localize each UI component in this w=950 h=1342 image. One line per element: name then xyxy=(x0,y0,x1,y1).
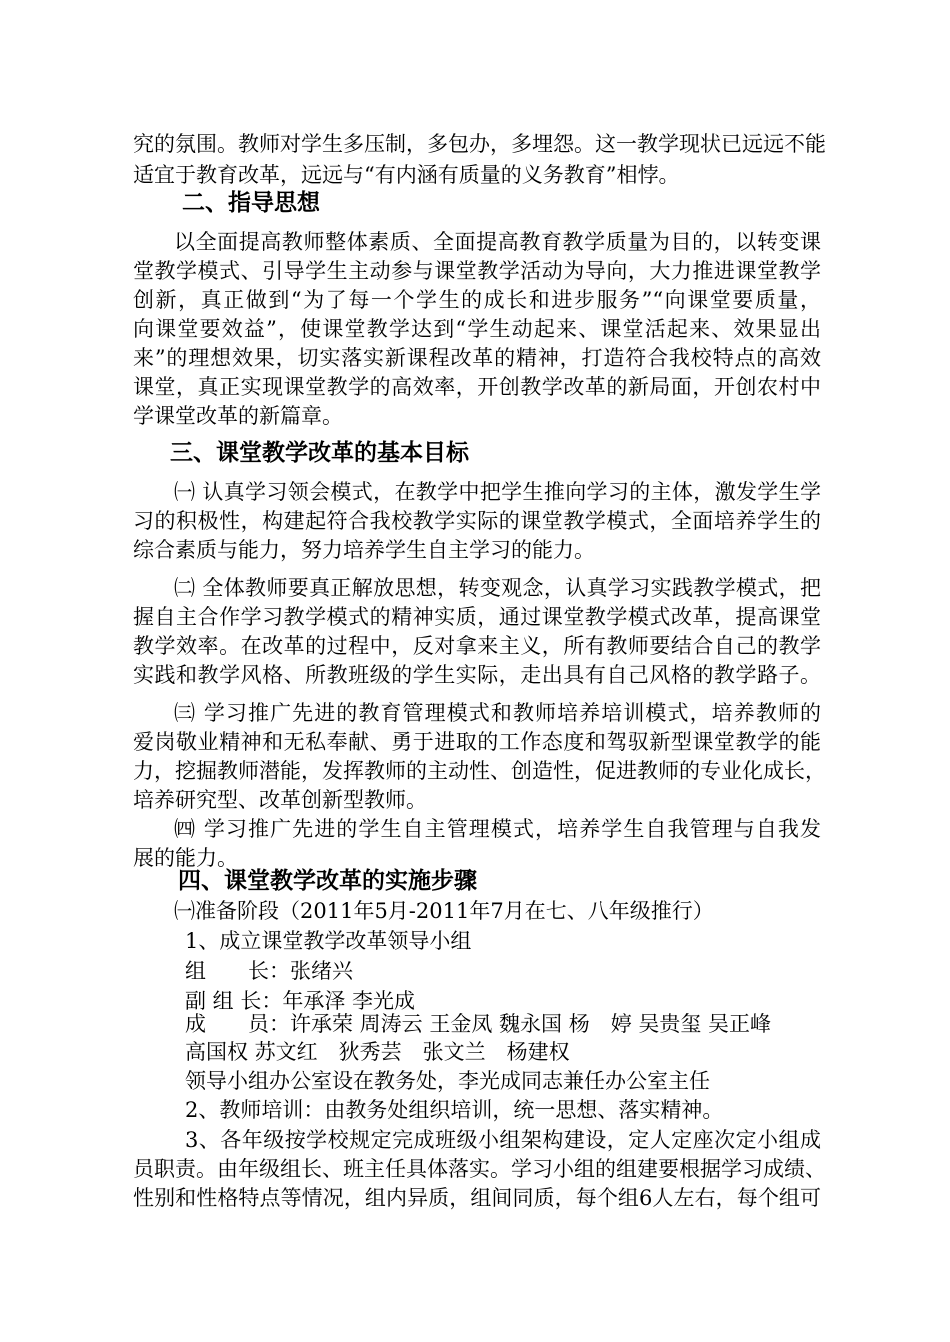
body-text-line: 副 组 长：年承泽 李光成 xyxy=(185,989,416,1013)
body-text-line: 课堂，真正实现课堂教学的高效率，开创教学改革的新局面，开创农村中 xyxy=(133,375,821,399)
body-text-line: 适宜于教育改革，远远与“有内涵有质量的义务教育”相悖。 xyxy=(133,163,680,187)
body-text-line: 展的能力。 xyxy=(133,846,238,870)
body-text-line: 向课堂要效益”，使课堂教学达到“学生动起来、课堂活起来、效果显出 xyxy=(133,317,821,341)
body-text-line: 力，挖掘教师潜能，发挥教师的主动性、创造性，促进教师的专业化成长， xyxy=(133,759,826,783)
body-text-line: 以全面提高教师整体素质、全面提高教育教学质量为目的，以转变课 xyxy=(174,230,821,254)
body-text-line: 学课堂改革的新篇章。 xyxy=(133,404,343,428)
section-heading-2: 二、指导思想 xyxy=(182,190,320,216)
body-text-line: 来”的理想效果，切实落实新课程改革的精神，打造符合我校特点的高效 xyxy=(133,346,821,370)
body-text-line: 领导小组办公室设在教务处，李光成同志兼任办公室主任 xyxy=(185,1069,710,1093)
body-text-line: 综合素质与能力，努力培养学生自主学习的能力。 xyxy=(133,538,595,562)
body-text-line: ㈡ 全体教师要真正解放思想，转变观念，认真学习实践教学模式，把 xyxy=(174,576,821,600)
section-heading-3: 三、课堂教学改革的基本目标 xyxy=(170,440,469,466)
body-text-line: 教学效率。在改革的过程中，反对拿来主义，所有教师要结合自己的教学 xyxy=(133,634,821,658)
body-text-line: 创新，真正做到“为了每一个学生的成长和进步服务”“向课堂要质量， xyxy=(133,288,821,312)
body-text-line: 习的积极性，构建起符合我校教学实际的课堂教学模式，全面培养学生的 xyxy=(133,509,821,533)
body-text-line: 2、教师培训：由教务处组织培训，统一思想、落实精神。 xyxy=(185,1098,724,1122)
body-text-line: 爱岗敬业精神和无私奉献、勇于进取的工作态度和驾驭新型课堂教学的能 xyxy=(133,730,821,754)
body-text-line: 性别和性格特点等情况，组内异质，组间同质，每个组6人左右，每个组可 xyxy=(133,1186,821,1210)
body-text-line: 实践和教学风格、所教班级的学生实际，走出具有自己风格的教学路子。 xyxy=(133,663,821,687)
body-text-line: 高国权 苏文红 狄秀芸 张文兰 杨建权 xyxy=(185,1040,570,1064)
section-heading-4: 四、课堂教学改革的实施步骤 xyxy=(178,868,477,894)
body-text-line: 3、各年级按学校规定完成班级小组架构建设，定人定座次定小组成 xyxy=(185,1128,821,1152)
body-text-line: 组 长：张绪兴 xyxy=(185,959,353,983)
body-text-line: ㈠ 认真学习领会模式，在教学中把学生推向学习的主体，激发学生学 xyxy=(174,480,821,504)
body-text-line: ㈢ 学习推广先进的教育管理模式和教师培养培训模式，培养教师的 xyxy=(174,701,821,725)
body-text-line: ㈠准备阶段（2011年5月-2011年7月在七、八年级推行） xyxy=(174,899,714,923)
body-text-line: 成 员：许承荣 周涛云 王金凤 魏永国 杨 婷 吴贵玺 吴正峰 xyxy=(185,1012,772,1036)
body-text-line: ㈣ 学习推广先进的学生自主管理模式，培养学生自我管理与自我发 xyxy=(174,817,821,841)
body-text-line: 员职责。由年级组长、班主任具体落实。学习小组的组建要根据学习成绩、 xyxy=(133,1157,826,1181)
body-text-line: 1、成立课堂教学改革领导小组 xyxy=(185,929,472,953)
body-text-line: 究的氛围。教师对学生多压制，多包办，多埋怨。这一教学现状已远远不能 xyxy=(133,132,826,156)
body-text-line: 培养研究型、改革创新型教师。 xyxy=(133,788,427,812)
body-text-line: 握自主合作学习教学模式的精神实质，通过课堂教学模式改革，提高课堂 xyxy=(133,605,821,629)
body-text-line: 堂教学模式、引导学生主动参与课堂教学活动为导向，大力推进课堂教学 xyxy=(133,259,821,283)
